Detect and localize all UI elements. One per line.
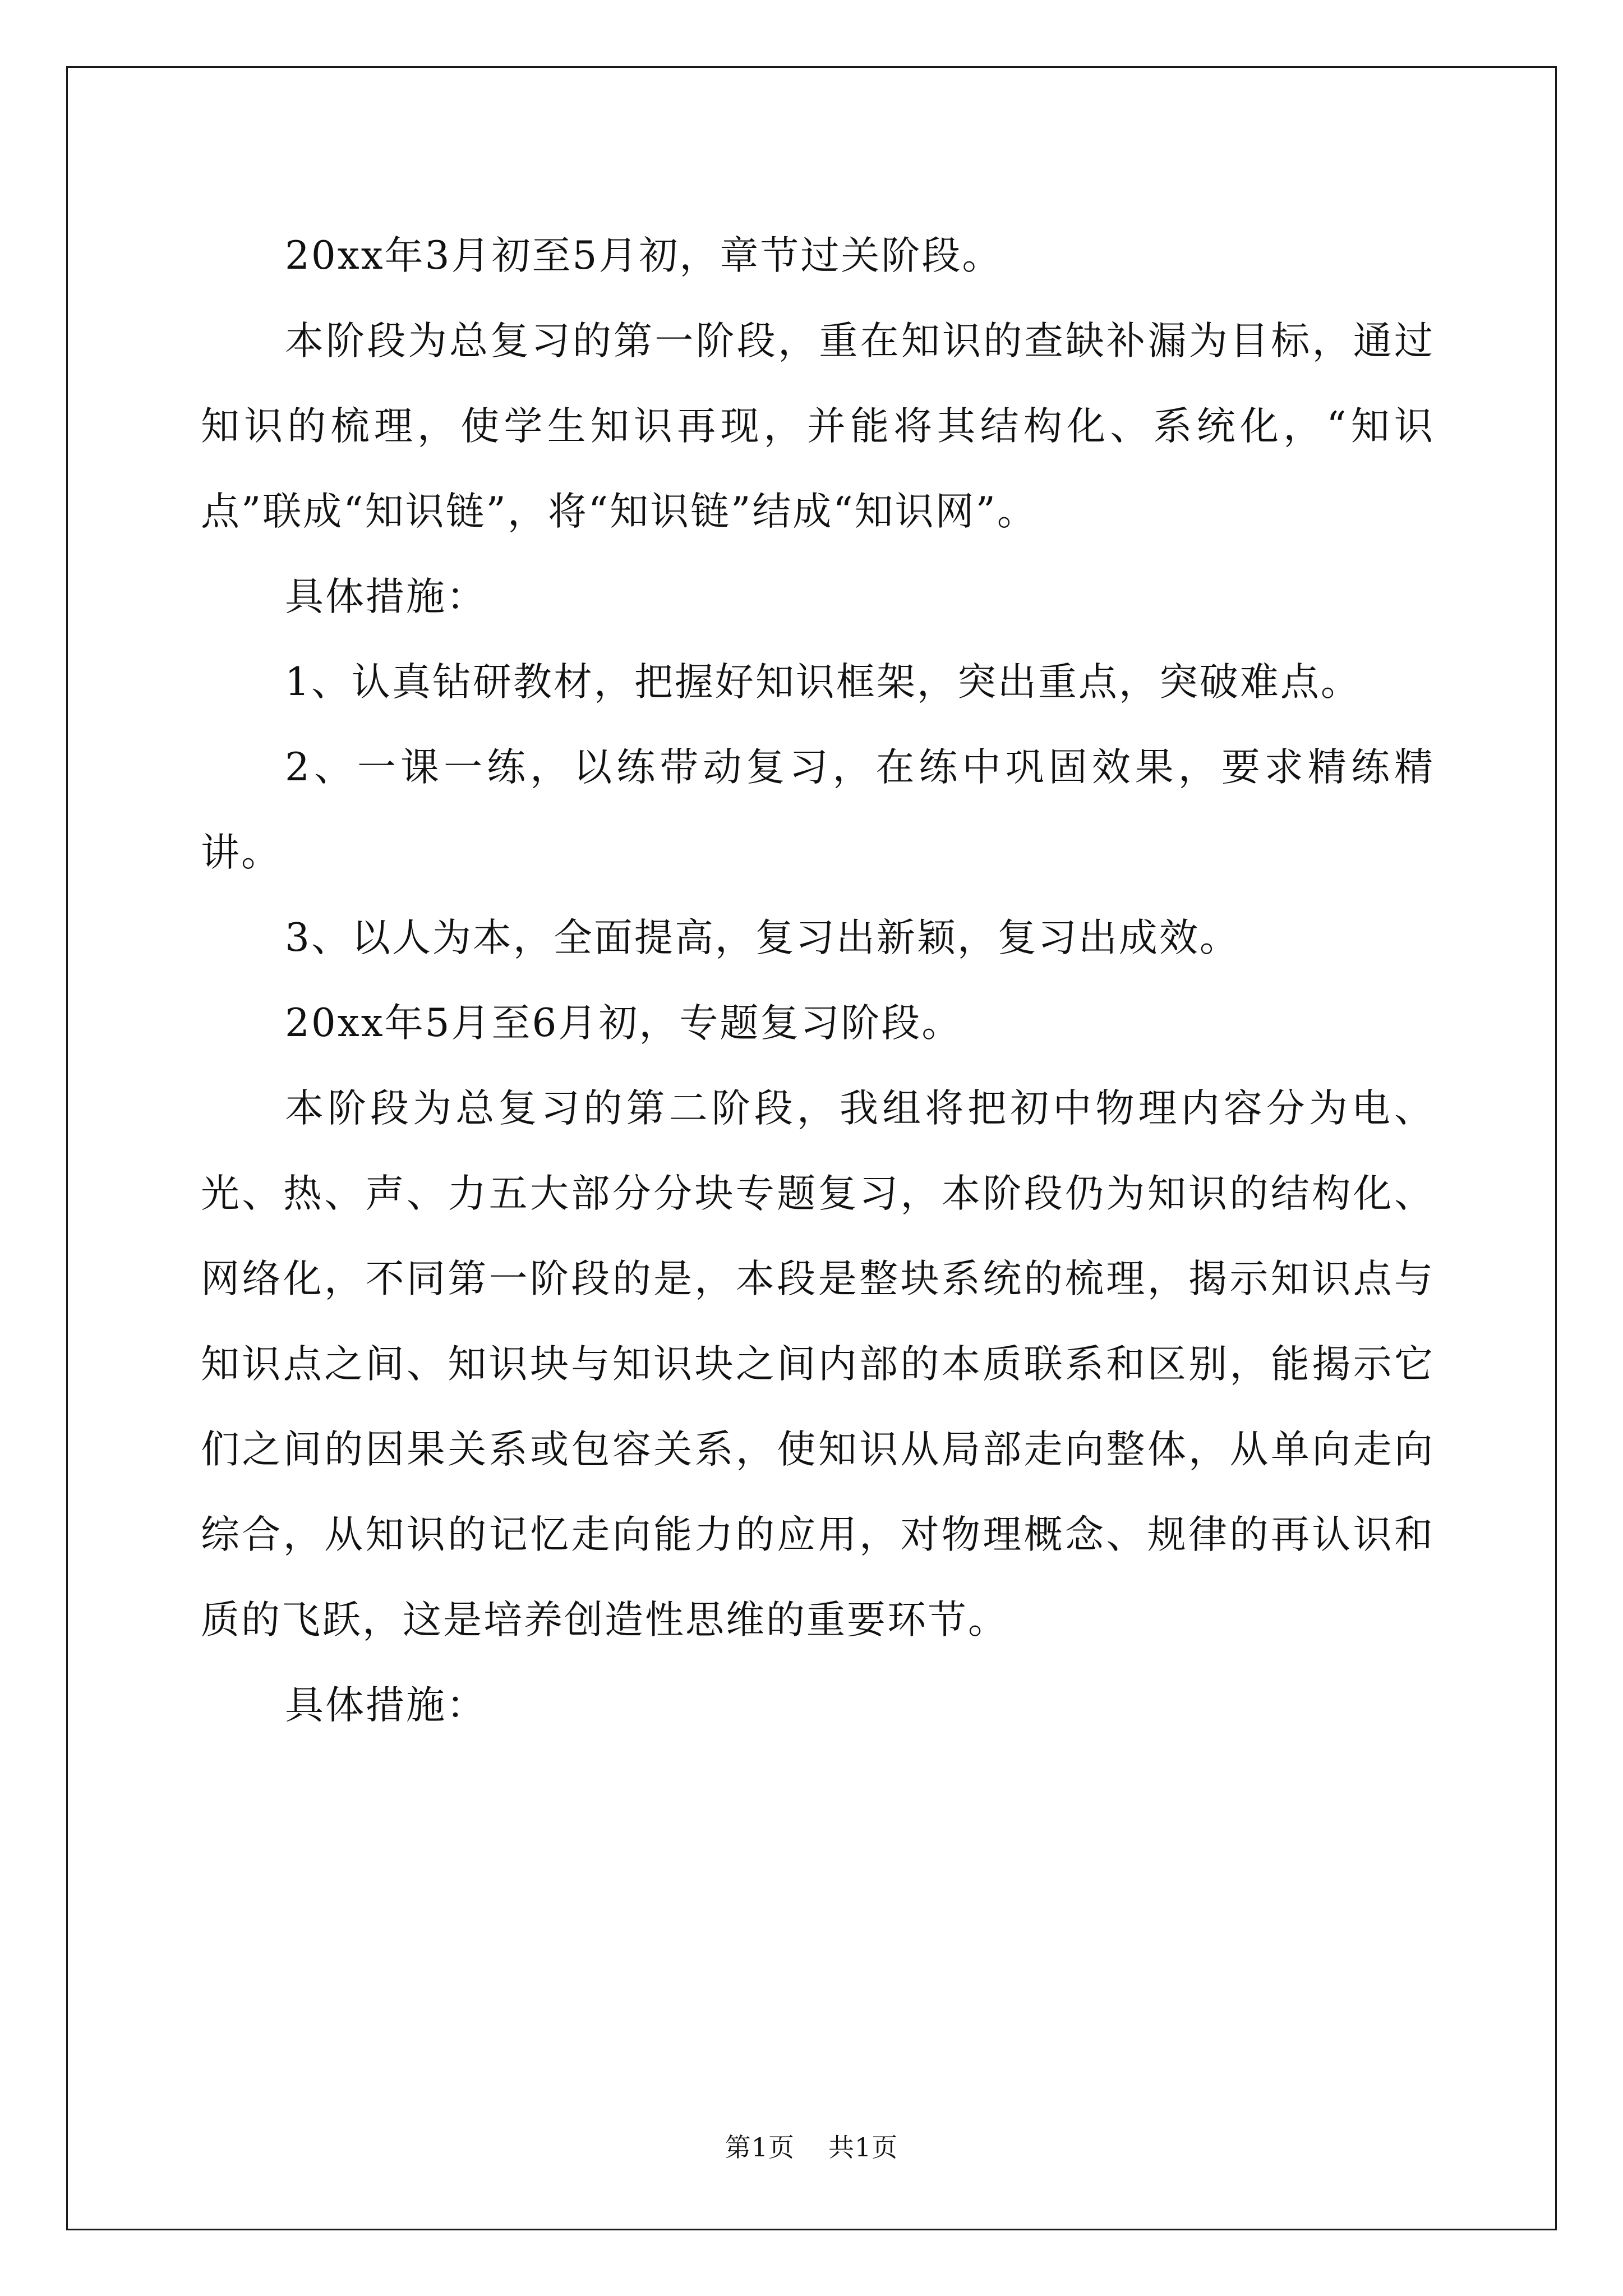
paragraph-stage-one-description: 本阶段为总复习的第一阶段，重在知识的查缺补漏为目标，通过知识的梳理，使学生知识再现，并能将其结构化、系统化，“知识点”联成“知识链”，将“知识链”结成“知识网”。 <box>201 319 1435 534</box>
page-footer <box>0 2131 1623 2164</box>
page-number-label: 第1页 <box>725 2132 795 2162</box>
paragraph-stage-one-heading: 20xx年3月初至5月初，章节过关阶段。 <box>285 233 1003 278</box>
paragraph-stage-two-description: 本阶段为总复习的第二阶段，我组将把初中物理内容分为电、光、热、声、力五大部分分块专题复习，本阶段仍为知识的结构化、网络化，不同第一阶段的是，本段是整块系统的梳理，揭示知识点与知识点之间、知识块与知识块之间内部的本质联系和区别，能揭示它们之间的因果关系或包容关系，使知识从局部走向整体，从单向走向综合，从知识的记忆走向能力的应用，对物理概念、规律的再认识和质的飞跃，这是培养创造性思维的重要环节。 <box>201 1086 1435 1642</box>
paragraph-measure-2: 2、一课一练，以练带动复习，在练中巩固效果，要求精练精讲。 <box>201 745 1435 875</box>
paragraph-measures-heading-2: 具体措施： <box>285 1683 487 1728</box>
paragraph-measure-1: 1、认真钻研教材，把握好知识框架，突出重点，突破难点。 <box>285 660 1361 705</box>
paragraph-measure-3: 3、以人为本，全面提高，复习出新颖，复习出成效。 <box>285 915 1240 960</box>
document-body <box>201 213 1435 1748</box>
total-pages-label: 共1页 <box>828 2132 898 2162</box>
paragraph-measures-heading: 具体措施： <box>285 574 487 619</box>
paragraph-stage-two-heading: 20xx年5月至6月初，专题复习阶段。 <box>285 1001 962 1046</box>
